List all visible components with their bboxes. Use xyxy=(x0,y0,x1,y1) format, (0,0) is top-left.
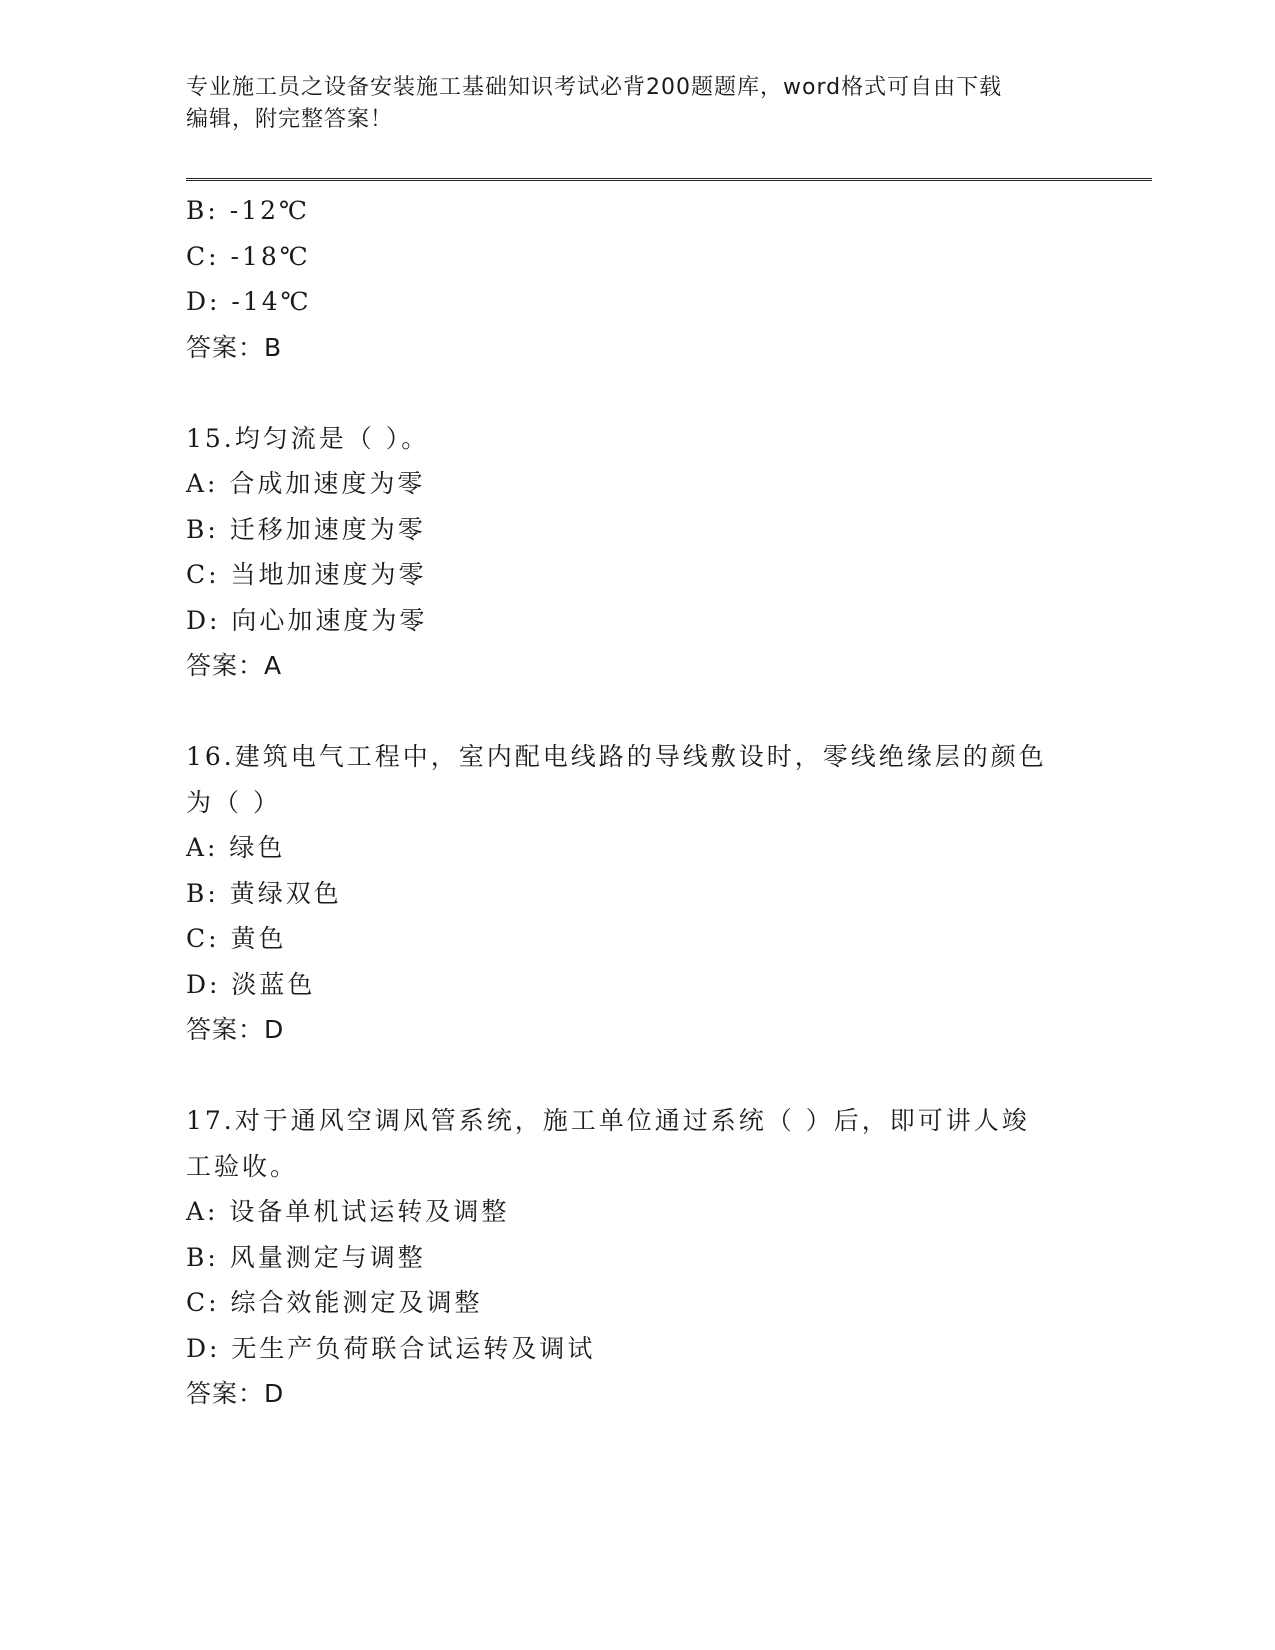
answer: 答案：B xyxy=(186,332,283,362)
spacer xyxy=(186,689,1086,735)
option-a: A: 合成加速度为零 xyxy=(186,469,426,498)
option-c: C: -18℃ xyxy=(186,241,311,271)
question-17 xyxy=(186,1098,1086,1417)
option-b: B: 黄绿双色 xyxy=(186,878,342,908)
option-b: B: -12℃ xyxy=(186,196,310,225)
question-text-line-2: 工验收。 xyxy=(186,1151,299,1181)
question-14 xyxy=(186,188,1086,370)
question-text-line-1: 16.建筑电气工程中，室内配电线路的导线敷设时，零线绝缘层的颜色 xyxy=(186,742,1047,771)
answer: 答案：D xyxy=(186,1379,285,1408)
option-d: D: -14℃ xyxy=(186,287,312,316)
spacer xyxy=(186,370,1086,416)
option-a: A: 设备单机试运转及调整 xyxy=(186,1197,510,1226)
option-c: C: 综合效能测定及调整 xyxy=(186,1288,483,1317)
header-divider xyxy=(186,178,1152,181)
question-16 xyxy=(186,734,1086,1053)
option-d: D: 向心加速度为零 xyxy=(186,605,428,635)
option-b: B: 风量测定与调整 xyxy=(186,1242,426,1272)
question-15 xyxy=(186,416,1086,689)
answer: 答案：D xyxy=(186,1015,285,1044)
question-list xyxy=(186,188,1086,1417)
option-d: D: 淡蓝色 xyxy=(186,969,316,999)
question-text: 15.均匀流是（ ）。 xyxy=(186,423,430,453)
option-c: C: 当地加速度为零 xyxy=(186,560,427,589)
header-title-line-1: 专业施工员之设备安装施工基础知识考试必背200题题库，word格式可自由下载 xyxy=(186,75,1003,100)
option-c: C: 黄色 xyxy=(186,924,287,953)
header-title-line-2: 编辑，附完整答案！ xyxy=(186,107,394,132)
question-text-line-2: 为（ ） xyxy=(186,787,281,817)
spacer xyxy=(186,1053,1086,1099)
option-a: A: 绿色 xyxy=(186,833,286,862)
option-d: D: 无生产负荷联合试运转及调试 xyxy=(186,1333,596,1363)
answer: 答案：A xyxy=(186,651,283,680)
option-b: B: 迁移加速度为零 xyxy=(186,514,426,544)
question-text-line-1: 17.对于通风空调风管系统，施工单位通过系统（ ）后，即可讲人竣 xyxy=(186,1106,1030,1135)
page-header xyxy=(186,72,1076,136)
